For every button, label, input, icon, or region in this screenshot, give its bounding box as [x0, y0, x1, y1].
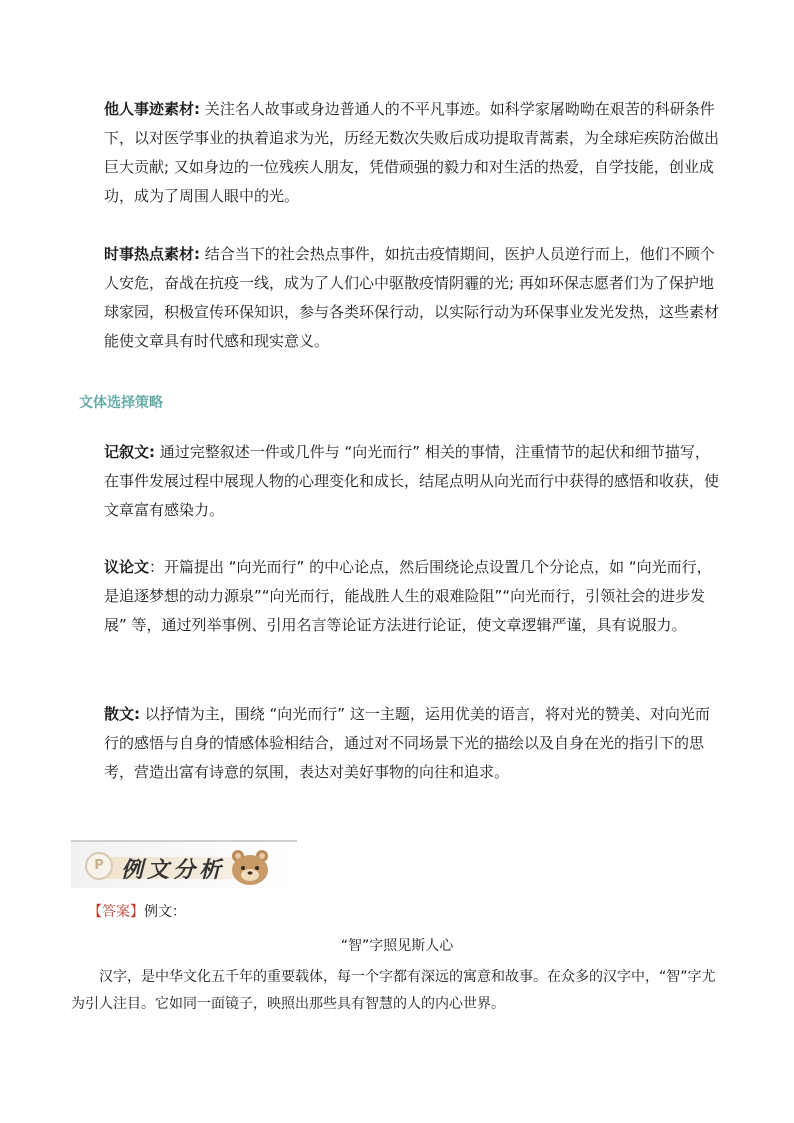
essay-title: “智”字照见斯人心 [340, 938, 454, 954]
essay-body [71, 964, 725, 1018]
paragraph-narrative [104, 438, 724, 525]
paragraph-argumentative [104, 553, 724, 640]
paragraph-label: 散文: [104, 705, 140, 723]
paragraph-text: 以抒情为主，围绕 “向光而行” 这一主题，运用优美的语言，将对光的赞美、对向光而行的感悟与自身的情感体验相结合，通过对不同场景下光的描绘以及自身在光的指引下的思考，营造出富有诗意的氛围，表达对美好事物的向往和追求。 [104, 705, 710, 781]
paragraph-label: 时事热点素材: [104, 245, 200, 263]
paragraph-label: 他人事迹素材: [104, 100, 200, 118]
bear-icon [228, 848, 272, 886]
paragraph-text: 关注名人故事或身边普通人的不平凡事迹。如科学家屠呦呦在艰苦的科研条件下，以对医学事业的执着追求为光，历经无数次失败后成功提取青蒿素，为全球疟疾防治做出巨大贡献; 又如身边的一位残疾人朋友，凭借顽强的毅力和对生活的热爱，自学技能，创业成功，成为了周围人眼中的光。 [104, 100, 720, 205]
answer-tag: 【答案】 [88, 904, 144, 920]
paragraph-label: 记叙文: [104, 443, 155, 461]
paragraph-text: 结合当下的社会热点事件，如抗击疫情期间，医护人员逆行而上，他们不顾个人安危，奋战在抗疫一线，成为了人们心中驱散疫情阴霾的光; 再如环保志愿者们为了保护地球家园，积极宣传环保知识，参与各类环保行动，以实际行动为环保事业发光发热，这些素材能使文章具有时代感和现实意义。 [104, 245, 720, 350]
banner-logo-icon: P [85, 852, 113, 880]
paragraph-label: 议论文 [104, 558, 150, 576]
paragraph-text: ：开篇提出 “向光而行” 的中心论点，然后围绕论点设置几个分论点，如 “向光而行，是追逐梦想的动力源泉”“向光而行，能战胜人生的艰难险阻”“向光而行，引领社会的进步发展” 等，通过列举事例、引用名言等论证方法进行论证，使文章逻辑严谨，具有说服力。 [104, 558, 712, 634]
banner-title: 例文分析 [121, 858, 226, 883]
paragraph-others-deeds [104, 95, 724, 211]
essay-body-text: 汉字，是中华文化五千年的重要载体，每一个字都有深远的寓意和故事。在众多的汉字中，“智”字尤为引人注目。它如同一面镜子，映照出那些具有智慧的人的内心世界。 [71, 969, 716, 1012]
paragraph-current-events [104, 240, 724, 356]
answer-line [88, 901, 186, 921]
paragraph-text: 通过完整叙述一件或几件与 “向光而行” 相关的事情，注重情节的起伏和细节描写，在事件发展过程中展现人物的心理变化和成长，结尾点明从向光而行中获得的感悟和收获，使文章富有感染力。 [104, 443, 720, 519]
section-heading: 文体选择策略 [79, 395, 163, 411]
paragraph-prose [104, 700, 724, 787]
answer-text: 例文： [144, 904, 186, 920]
